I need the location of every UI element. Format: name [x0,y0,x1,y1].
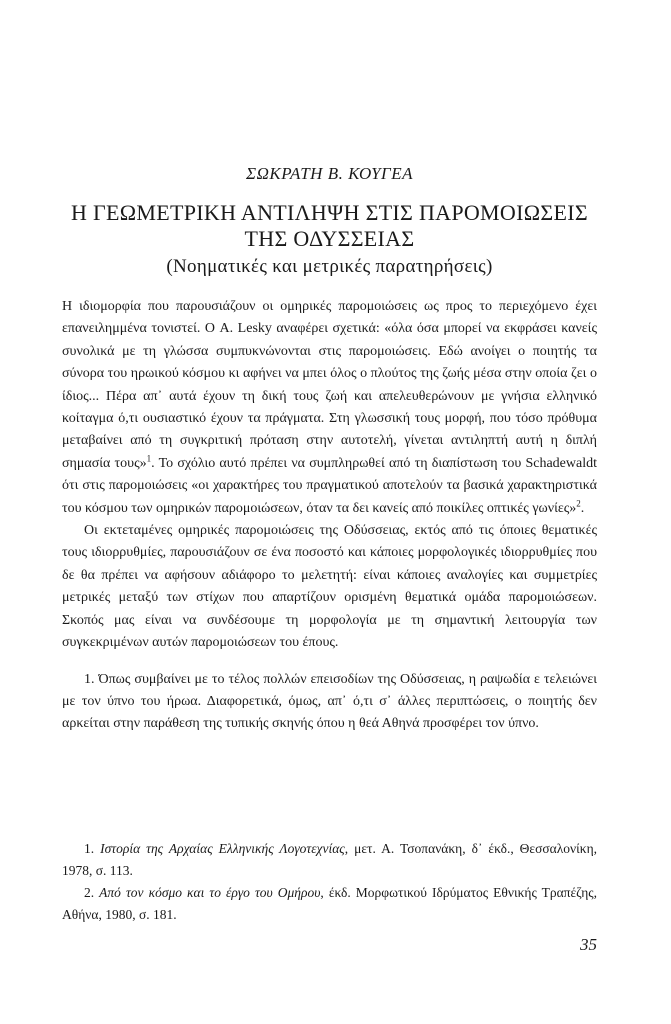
article-title [62,200,597,252]
footnote-1-details: , μετ. Α. Τσοπανάκη, δ᾽ έκδ., Θεσσαλονίκη, 1978, σ. 113. [62,841,598,878]
title-line-1: Η ΓΕΩΜΕΤΡΙΚΗ ΑΝΤΙΛΗΨΗ ΣΤΙΣ ΠΑΡΟΜΟΙΩΣΕΙΣ [71,200,588,225]
paragraph-1 [62,296,597,520]
author-name: ΣΩΚΡΑΤΗ Β. ΚΟΥΓΕΑ [246,164,413,183]
paragraph-1-text-b: . Το σχόλιο αυτό πρέπει να συμπληρωθεί από τη διαπίστωση του Schadewaldt ότι στις παρομοιώσεις «οι χαρακτήρες του πραγματικού αποτελούν τα βασικά χαρακτηριστικά του κόσμου των ομηρικών παρομοιώσεων, όταν τα δει κανείς από ποικίλες οπτικές γωνίες» [62,455,597,516]
article-subtitle: (Νοηματικές και μετρικές παρατηρήσεις) [166,256,493,277]
footnote-2-number: 2. [84,885,95,900]
footnote-2-title: Από τον κόσμο και το έργο του Ομήρου [99,885,321,900]
article-body [62,296,597,736]
footnote-ref-2: 2 [576,498,581,508]
paragraph-1-text-a: Η ιδιομορφία που παρουσιάζουν οι ομηρικές παρομοιώσεις ως προς το περιεχόμενο έχει επανειλημμένα τονιστεί. Ο A. Lesky αναφέρει σχετικά: «όλα όσα μπορεί να εκφράσει κανείς συνολικά με τη γλώσσα συμπυκνώνονται στις παρομοιώσεις. Εδώ ανοίγει ο ποιητής τα σύνορα του ηρωικού κόσμου κι αφήνει να μπει όλος ο πλούτος της ζωής μέσα στην οποία ζει ο ίδιος... Πέρα απ᾽ αυτά έχουν τη δική τους ζωή και απελευθερώνουν με γνήσια ελληνικό κοίταγμα ό,τι ουσιαστικό έχουν τα πράγματα. Στη γλωσσική τους μορφή, που τόσο πρόθυμα μεταβαίνει από τη συγκριτική πρόταση στην αυτοτελή, γίνεται αντιληπτή αυτή η διπλή σημασία τους» [62,299,597,471]
paragraph-1-text-c: . [580,500,585,516]
document-page [62,0,597,1024]
footnote-ref-1: 1 [146,453,152,464]
footnote-1-title: Ιστορία της Αρχαίας Ελληνικής Λογοτεχνίας [100,841,345,856]
page-number: 35 [580,935,597,954]
title-line-2: ΤΗΣ ΟΔΥΣΣΕΙΑΣ [244,226,415,251]
footnote-1 [62,838,597,882]
paragraph-3: 1. Όπως συμβαίνει με το τέλος πολλών επεισοδίων της Οδύσσειας, η ραψωδία ε τελειώνει με τον ύπνο του ήρωα. Διαφορετικά, όμως, απ᾽ ό,τι σ᾽ άλλες περιπτώσεις, ο ποιητής δεν αρκείται στην παράθεση της τυπικής σκηνής όπου η θεά Αθηνά προσφέρει τον ύπνο. [62,671,597,732]
paragraph-2: Οι εκτεταμένες ομηρικές παρομοιώσεις της Οδύσσειας, εκτός από τις όποιες θεματικές τους ιδιορρυθμίες, παρουσιάζουν σε ένα ποσοστό και κάποιες μορφολογικές ιδιορρυθμίες που δε θα πρέπει να αφήσουν αδιάφορο το μελετητή: είναι κάποιες αναλογίες και συμμετρίες μετρικές μεταξύ των στίχων που απαρτίζουν ορισμένη θεματικά ομάδα παρομοιώσεων. Σκοπός μας είναι να συνδέσουμε τη μορφολογία με τη σημαντική λειτουργία των συγκεκριμένων αυτών παρομοιώσεων του έπους. [62,523,597,651]
footnote-2 [62,882,597,926]
footnote-2-details: , έκδ. Μορφωτικού Ιδρύματος Εθνικής Τραπέζης, Αθήνα, 1980, σ. 181. [62,885,597,922]
footnote-1-number: 1. [84,841,95,856]
footnotes [62,838,597,926]
